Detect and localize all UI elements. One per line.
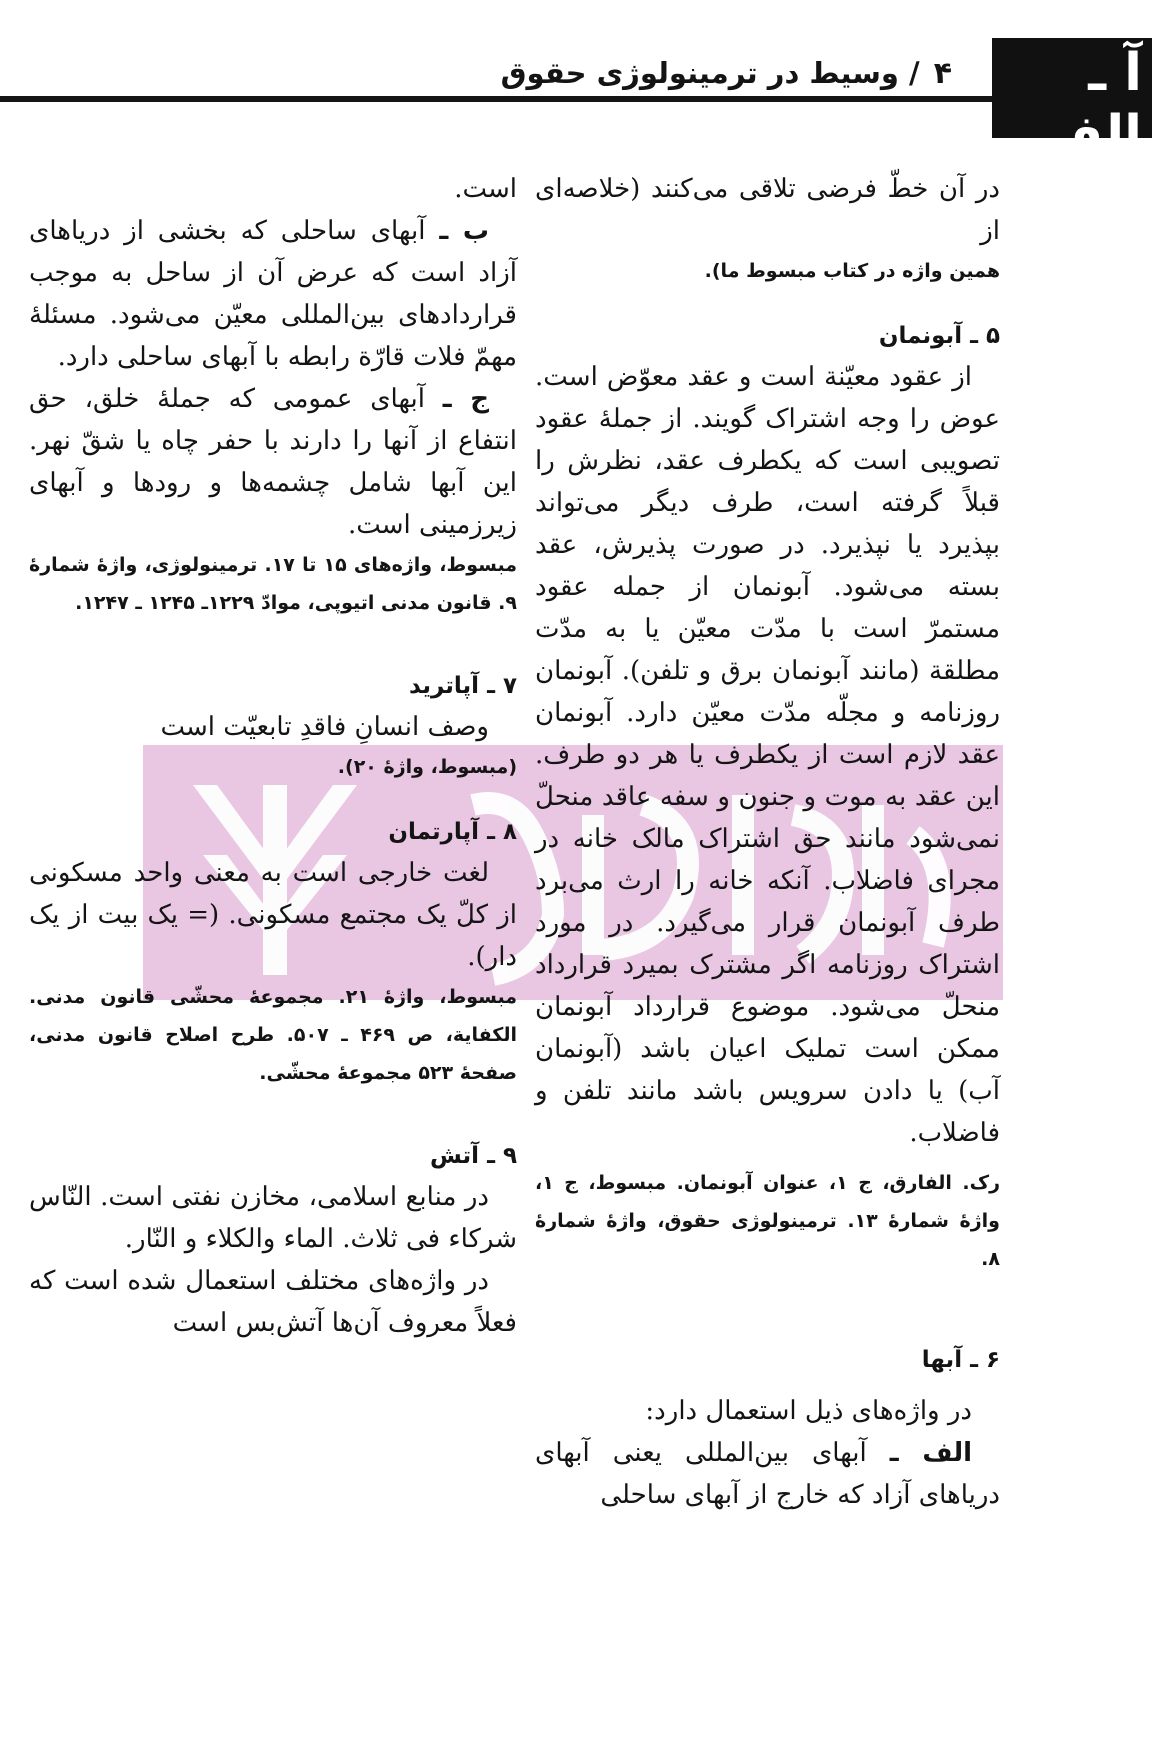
entry6-p2-text: آبهای بین‌المللی یعنی آبهای دریاهای آزاد که خارج از آبهای ساحلی [535,1438,1000,1510]
entry6-label-alef: الف ـ [889,1438,973,1468]
entry6-p2 [535,1432,1000,1516]
entry7-ref: (مبسوط، واژهٔ ۲۰). [337,756,517,778]
entry-title-9: ۹ ـ آتش [430,1143,517,1169]
intro-text: در آن خطّ فرضی تلاقی می‌کنند (خلاصه‌ای از [535,174,1000,246]
entry6-b-text: آبهای ساحلی که بخشی از دریاهای آزاد است که عرض آن از ساحل به موجب قراردادهای بین‌المللی معیّن می‌شود. مسئلهٔ مهمّ فلات قارّة رابطه با آبهای ساحلی دارد. [29,216,517,372]
book-title: وسیط در ترمینولوژی حقوق [500,56,899,90]
entry5-refs: رک. الفارق، ج ۱، عنوان آبونمان. مبسوط، ج ۱، واژهٔ شمارهٔ ۱۳. ترمینولوژی حقوق، واژهٔ شمارهٔ ۸. [535,1172,1001,1270]
entry9-p1: در منابع اسلامی، مخازن نفتی است. النّاس شرکاء فی ثلاث. الماء والکلاء و النّار. [29,1182,517,1254]
entry9-p2: در واژه‌های مختلف استعمال شده است که فعلاً معروف آن‌ها آتش‌بس است [29,1266,517,1338]
entry6-label-b: ب ـ [439,216,490,246]
entry-title-6: ۶ ـ آبها [921,1347,1000,1373]
entry8-text: لغت خارجی است به معنی واحد مسکونی از کلّ یک مجتمع مسکونی. (= یک بیت از یک دار). [29,858,517,972]
entry-title-7: ۷ ـ آپاترید [409,673,517,699]
entry6-refs: مبسوط، واژه‌های ۱۵ تا ۱۷. ترمینولوژی، واژهٔ شمارهٔ ۹. قانون مدنی اتیوپی، موادّ ۱۲۲۹ـ ۱۲۴۵ ـ ۱۲۴۷. [29,554,517,614]
section-letter: آ ـ الف [1042,43,1142,166]
head-separator: / [908,56,920,90]
entry7-text: وصف انسانِ فاقدِ تابعیّت است [160,712,489,742]
entry6-continuation: است. [454,174,517,204]
entry-title-8: ۸ ـ آپارتمان [388,819,517,845]
left-column [29,168,517,1344]
entry8-refs: مبسوط، واژهٔ ۲۱. مجموعهٔ محشّی قانون مدنی. الکفایة، ص ۴۶۹ ـ ۵۰۷. طرح اصلاح قانون مدنی، صفحهٔ ۵۲۳ مجموعهٔ محشّی. [29,986,518,1084]
entry-title-5: ۵ ـ آبونمان [878,323,1000,349]
entry6-j-text: آبهای عمومی که جملهٔ خلق، حق انتفاع از آنها را دارند با حفر چاه یا شقّ نهر. این آبها شامل چشمه‌ها و رودها و آبهای زیرزمینی است. [29,384,517,540]
entry6-b [29,210,517,378]
entry6-j [29,378,517,546]
page-number: ۴ [933,56,952,91]
entry5-paragraph: از عقود معیّنة است و عقد معوّض است. عوض را وجه اشتراک گویند. از جملهٔ عقود تصویبی است که یکطرف عقد، نظرش را قبلاً گرفته است، طرف دیگر می‌تواند بپذیرد یا نپذیرد. در صورت پذیرش، عقد بسته می‌شود. آبونمان از جمله عقود مستمرّ است با مدّت معیّن یا به مدّت مطلقة (مانند آبونمان برق و تلفن). آبونمان روزنامه و مجلّه مدّت معیّن دارد. آبونمان عقد لازم است از یکطرف یا هر دو طرف. این عقد به موت و جنون و سفه عاقد منحلّ نمی‌شود مانند حق اشتراک مالک خانه در مجرای فاضلاب. آنکه خانه را ارث می‌برد طرف آبونمان قرار می‌گیرد. در مورد اشتراک روزنامه اگر مشترک بمیرد قرارداد منحلّ می‌شود. موضوع قرارداد آبونمان ممکن است تملیک اعیان باشد (آبونمان آب) یا دادن سرویس باشد مانند تلفن و فاضلاب. [535,362,1000,1148]
header-rule [0,96,1152,102]
intro-ref: همین واژه در کتاب مبسوط ما). [704,260,1000,282]
entry6-label-j: ج ـ [442,384,490,414]
entry6-p1: در واژه‌های ذیل استعمال دارد: [645,1396,972,1426]
running-head [501,56,952,91]
section-letter-block [992,38,1152,166]
right-column [535,168,1000,1516]
